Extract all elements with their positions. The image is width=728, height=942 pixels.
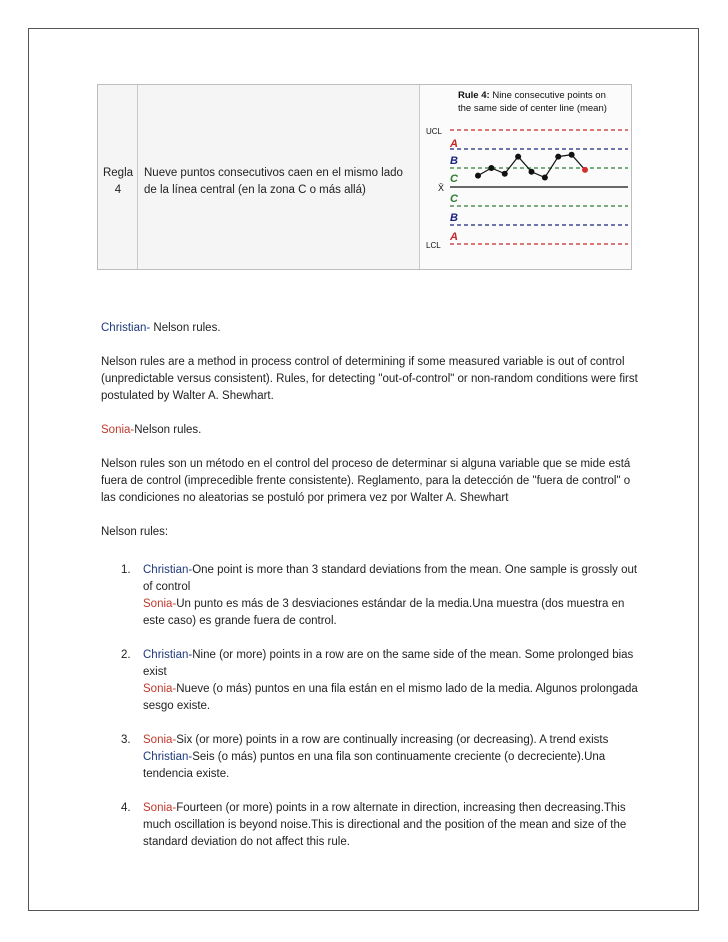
data-point — [529, 169, 535, 175]
list-author: Christian- — [143, 564, 193, 576]
list-number: 3. — [121, 734, 131, 746]
author-christian: Christian- — [101, 322, 151, 334]
data-point — [515, 154, 521, 160]
list-author: Sonia- — [143, 802, 177, 814]
paragraph-3-text: Nelson rules. — [134, 424, 202, 436]
paragraph-1-text: Nelson rules. — [150, 322, 221, 334]
data-point — [488, 165, 494, 171]
rule-description-line1: Nueve puntos consecutivos caen en el mismo lado — [144, 167, 403, 179]
list-author: Christian- — [143, 649, 193, 661]
chart-title-bold: Rule 4: — [458, 90, 490, 101]
paragraph-4: Nelson rules son un método en el control del proceso de determinar si alguna variable que se mide está fuera de control (imprecedible frente consistente). Reglamento, para la detección de "fuera de control" o las condiciones no aleatorias se postuló por primera vez por Walter A. Shewhart — [101, 458, 631, 504]
rule-number: 4 — [114, 184, 122, 196]
rule-number-cell — [98, 85, 138, 269]
list-text: Un punto es más de 3 desviaciones estándar de la media.Una muestra (dos muestra en este caso) es grande fuera de control. — [143, 598, 625, 627]
highlighted-point — [582, 167, 588, 173]
list-text: Nine (or more) points in a row are on the same side of the mean. Some prolonged bias exist — [143, 649, 634, 678]
list-text: One point is more than 3 standard deviations from the mean. One sample is grossly out of control — [143, 564, 638, 593]
chart-title-line2: the same side of center line (mean) — [458, 103, 607, 114]
rules-list — [101, 562, 641, 851]
control-chart — [420, 85, 632, 269]
paragraph-5: Nelson rules: — [101, 526, 169, 538]
list-author: Christian- — [143, 751, 193, 763]
chart-title-rest: Nine consecutive points on — [489, 90, 606, 101]
list-author: Sonia- — [143, 598, 177, 610]
data-point — [555, 154, 561, 160]
paragraph-2: Nelson rules are a method in process control of determining if some measured variable is out of control (unpredictable versus consistent). Rules, for detecting "out-of-control" or non-random conditions were first postulated by Walter A. Shewhart. — [101, 356, 638, 402]
paragraph-1 — [101, 320, 641, 337]
zone-label-c-bottom: C — [450, 193, 458, 205]
list-number: 2. — [121, 649, 131, 661]
chart-title-line1 — [458, 90, 606, 101]
data-point — [475, 173, 481, 179]
zone-label-c-top: C — [450, 173, 458, 185]
center-label: X̄ — [438, 183, 445, 193]
list-text: Fourteen (or more) points in a row alternate in direction, increasing then decreasing.This much oscillation is beyond noise.This is directional and the position of the mean and size of the standard deviation do not affect this rule. — [143, 802, 627, 848]
author-sonia: Sonia- — [101, 424, 135, 436]
list-number: 1. — [121, 564, 131, 576]
rule-description-cell — [138, 85, 420, 269]
rule-description-line2: de la línea central (en la zona C o más allá) — [144, 184, 366, 196]
lcl-label: LCL — [426, 241, 441, 250]
data-point — [569, 152, 575, 158]
list-item — [101, 562, 641, 630]
list-author: Sonia- — [143, 734, 177, 746]
zone-label-a-bottom: A — [450, 231, 458, 243]
list-author: Sonia- — [143, 683, 177, 695]
list-item — [101, 732, 641, 783]
list-text: Six (or more) points in a row are continually increasing (or decreasing). A trend exists — [176, 734, 609, 746]
list-item — [101, 647, 641, 715]
data-point — [542, 175, 548, 181]
zone-label-b-bottom: B — [450, 212, 458, 224]
rule-label: Regla — [102, 167, 134, 179]
rule-table — [97, 84, 632, 270]
zone-label-a-top: A — [450, 138, 458, 150]
ucl-label: UCL — [426, 127, 443, 136]
list-item — [101, 800, 641, 851]
data-point — [502, 171, 508, 177]
list-text: Seis (o más) puntos en una fila son continuamente creciente (o decreciente).Una tendencia existe. — [143, 751, 606, 780]
document-body — [101, 320, 641, 868]
list-text: Nueve (o más) puntos en una fila están en el mismo lado de la media. Algunos prolongada sesgo existe. — [143, 683, 638, 712]
list-number: 4. — [121, 802, 131, 814]
paragraph-3 — [101, 422, 641, 439]
rule-chart-cell — [420, 85, 631, 269]
zone-label-b-top: B — [450, 155, 458, 167]
